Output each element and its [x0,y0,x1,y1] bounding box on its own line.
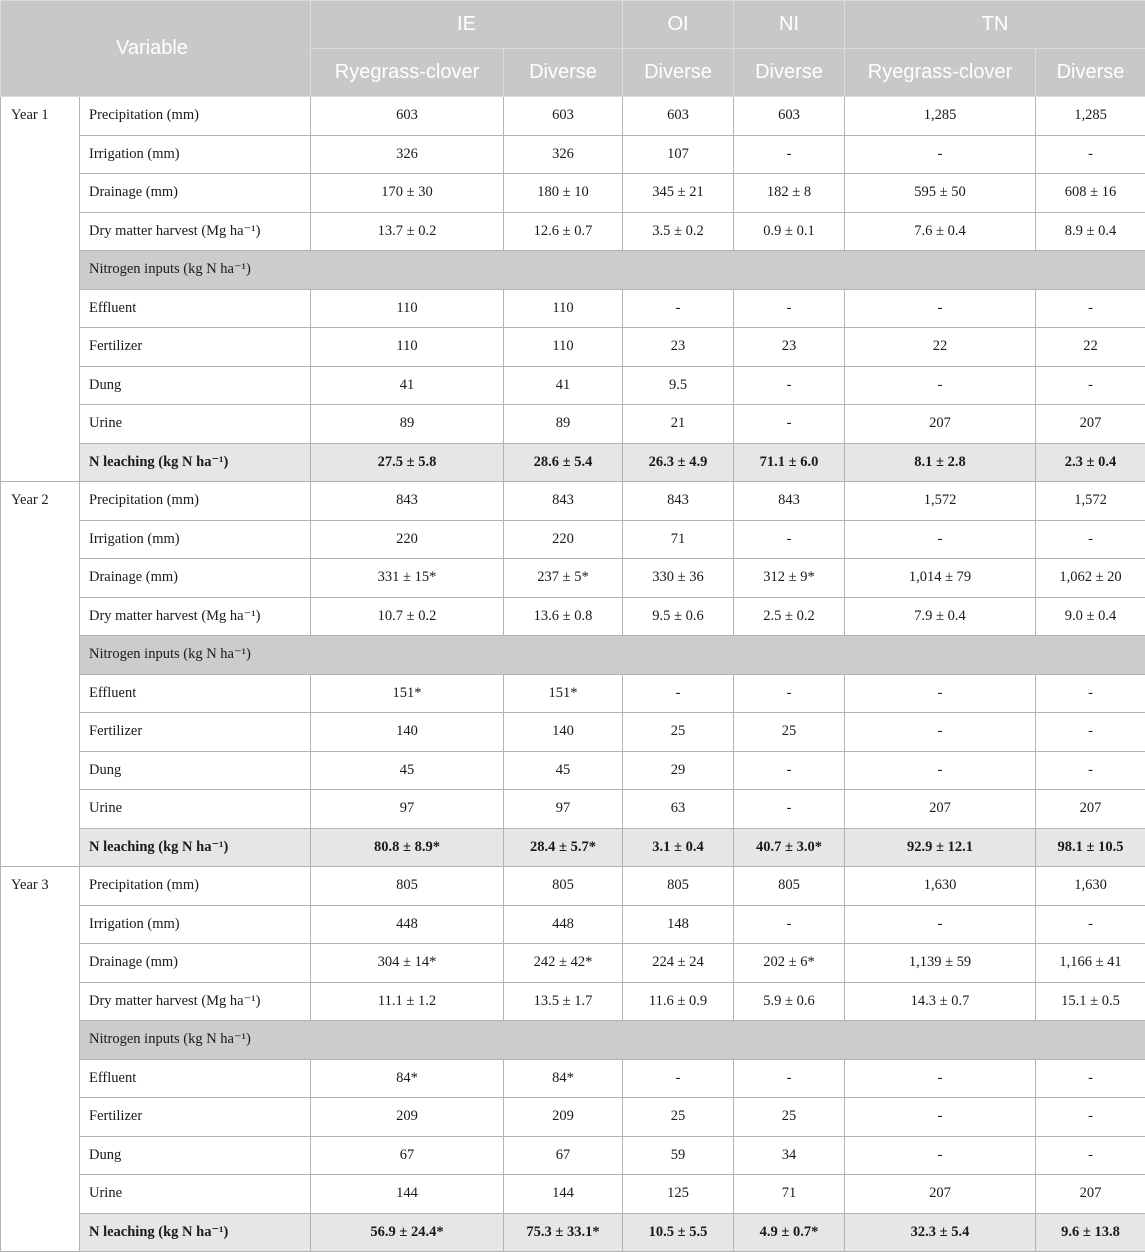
table-cell: 56.9 ± 24.4* [311,1213,504,1252]
table-cell: - [845,366,1036,405]
table-cell: 13.5 ± 1.7 [504,982,623,1021]
table-header [1,1,1145,97]
group-header-ie: IE [311,1,623,49]
table-cell: - [734,674,845,713]
n-leaching-row [1,1213,1145,1252]
table-cell: 1,630 [1036,867,1145,906]
table-cell: 34 [734,1136,845,1175]
table-cell: 207 [845,790,1036,829]
row-label: Effluent [80,674,311,713]
table-cell: 202 ± 6* [734,944,845,983]
table-cell: 59 [623,1136,734,1175]
table-cell: 84* [504,1059,623,1098]
table-row [1,713,1145,752]
table-cell: - [734,790,845,829]
table-cell: - [1036,674,1145,713]
subheader-ie-ryegrass-clover: Ryegrass-clover [311,49,504,97]
variable-header: Variable [1,1,311,97]
table-cell: 207 [845,1175,1036,1214]
table-cell: 12.6 ± 0.7 [504,212,623,251]
table-cell: 170 ± 30 [311,174,504,213]
table-cell: 207 [1036,405,1145,444]
year-label: Year 2 [1,482,80,867]
table-cell: 29 [623,751,734,790]
table-cell: 144 [504,1175,623,1214]
table-cell: - [845,1136,1036,1175]
row-label: Drainage (mm) [80,559,311,598]
table-cell: 805 [734,867,845,906]
table-cell: 28.6 ± 5.4 [504,443,623,482]
section-label: Nitrogen inputs (kg N ha⁻¹) [80,251,1145,290]
table-cell: 63 [623,790,734,829]
table-cell: 148 [623,905,734,944]
section-row [1,1021,1145,1060]
n-leaching-row [1,443,1145,482]
table-cell: 25 [734,1098,845,1137]
subheader-tn-diverse: Diverse [1036,49,1145,97]
table-row [1,1059,1145,1098]
table-cell: 98.1 ± 10.5 [1036,828,1145,867]
section-row [1,636,1145,675]
table-cell: 23 [734,328,845,367]
row-label: Precipitation (mm) [80,482,311,521]
subheader-oi-diverse: Diverse [623,49,734,97]
table-cell: 40.7 ± 3.0* [734,828,845,867]
row-label: Dry matter harvest (Mg ha⁻¹) [80,597,311,636]
table-cell: 23 [623,328,734,367]
table-row [1,905,1145,944]
subheader-tn-ryegrass-clover: Ryegrass-clover [845,49,1036,97]
table-cell: 843 [734,482,845,521]
table-cell: 8.9 ± 0.4 [1036,212,1145,251]
table-cell: 1,572 [845,482,1036,521]
table-cell: 331 ± 15* [311,559,504,598]
row-label: Dung [80,1136,311,1175]
table-cell: - [845,289,1036,328]
table-cell: - [734,520,845,559]
row-label: Precipitation (mm) [80,867,311,906]
table-cell: - [1036,1136,1145,1175]
table-cell: 75.3 ± 33.1* [504,1213,623,1252]
table-cell: 41 [504,366,623,405]
table-cell: 608 ± 16 [1036,174,1145,213]
table-cell: 27.5 ± 5.8 [311,443,504,482]
table-cell: 110 [311,328,504,367]
table-cell: 330 ± 36 [623,559,734,598]
table-row [1,1175,1145,1214]
table-cell: 45 [504,751,623,790]
table-row [1,559,1145,598]
table-row [1,135,1145,174]
table-cell: 326 [504,135,623,174]
table-cell: 25 [623,1098,734,1137]
table-cell: 1,166 ± 41 [1036,944,1145,983]
row-label: Dry matter harvest (Mg ha⁻¹) [80,982,311,1021]
table-cell: 1,062 ± 20 [1036,559,1145,598]
table-cell: 151* [504,674,623,713]
table-cell: 0.9 ± 0.1 [734,212,845,251]
table-cell: 110 [504,289,623,328]
table-cell: 345 ± 21 [623,174,734,213]
table-cell: 140 [504,713,623,752]
table-cell: 448 [311,905,504,944]
table-cell: 125 [623,1175,734,1214]
row-label: Drainage (mm) [80,174,311,213]
table-cell: 67 [504,1136,623,1175]
table-cell: 7.6 ± 0.4 [845,212,1036,251]
row-label: Dung [80,366,311,405]
table-cell: 448 [504,905,623,944]
subheader-ie-diverse: Diverse [504,49,623,97]
table-cell: 603 [734,97,845,136]
table-cell: 80.8 ± 8.9* [311,828,504,867]
table-cell: 26.3 ± 4.9 [623,443,734,482]
table-cell: 603 [504,97,623,136]
table-cell: 180 ± 10 [504,174,623,213]
table-cell: 10.7 ± 0.2 [311,597,504,636]
table-cell: 14.3 ± 0.7 [845,982,1036,1021]
table-cell: 110 [504,328,623,367]
row-label: Irrigation (mm) [80,135,311,174]
table-cell: - [845,751,1036,790]
table-cell: 220 [504,520,623,559]
table-cell: 15.1 ± 0.5 [1036,982,1145,1021]
table-cell: 209 [311,1098,504,1137]
row-label: N leaching (kg N ha⁻¹) [80,443,311,482]
table-cell: - [734,905,845,944]
table-cell: - [845,520,1036,559]
table-cell: 110 [311,289,504,328]
table-cell: - [845,1059,1036,1098]
table-cell: 71 [734,1175,845,1214]
table-cell: 603 [623,97,734,136]
table-cell: - [1036,1098,1145,1137]
table-cell: 207 [1036,790,1145,829]
table-cell: 25 [623,713,734,752]
table-cell: 107 [623,135,734,174]
table-cell: 805 [311,867,504,906]
table-cell: 843 [311,482,504,521]
table-cell: 84* [311,1059,504,1098]
table-cell: 9.5 ± 0.6 [623,597,734,636]
table-cell: - [1036,751,1145,790]
table-cell: - [845,713,1036,752]
table-cell: 5.9 ± 0.6 [734,982,845,1021]
row-label: Effluent [80,1059,311,1098]
table-body [1,97,1145,1252]
table-cell: 89 [504,405,623,444]
table-cell: 45 [311,751,504,790]
table-cell: - [734,366,845,405]
table-row [1,867,1145,906]
table-cell: 209 [504,1098,623,1137]
table-cell: 151* [311,674,504,713]
table-cell: - [1036,905,1145,944]
table-cell: 28.4 ± 5.7* [504,828,623,867]
table-cell: 67 [311,1136,504,1175]
section-label: Nitrogen inputs (kg N ha⁻¹) [80,636,1145,675]
table-cell: 843 [623,482,734,521]
table-row [1,597,1145,636]
table-cell: 9.5 [623,366,734,405]
table-cell: - [734,405,845,444]
table-cell: 97 [311,790,504,829]
row-label: Precipitation (mm) [80,97,311,136]
table-cell: - [845,905,1036,944]
table-cell: 41 [311,366,504,405]
table-row [1,944,1145,983]
table-row [1,289,1145,328]
table-row [1,366,1145,405]
table-cell: 7.9 ± 0.4 [845,597,1036,636]
section-label: Nitrogen inputs (kg N ha⁻¹) [80,1021,1145,1060]
table-cell: 3.1 ± 0.4 [623,828,734,867]
row-label: Fertilizer [80,713,311,752]
table-cell: 220 [311,520,504,559]
row-label: N leaching (kg N ha⁻¹) [80,1213,311,1252]
row-label: Irrigation (mm) [80,520,311,559]
row-label: Urine [80,1175,311,1214]
table-row [1,1136,1145,1175]
table-cell: 25 [734,713,845,752]
table-cell: 2.3 ± 0.4 [1036,443,1145,482]
table-cell: - [1036,1059,1145,1098]
table-cell: 1,014 ± 79 [845,559,1036,598]
table-cell: 237 ± 5* [504,559,623,598]
table-row [1,212,1145,251]
group-header-oi: OI [623,1,734,49]
row-label: Effluent [80,289,311,328]
table-cell: 13.7 ± 0.2 [311,212,504,251]
table-cell: 1,285 [1036,97,1145,136]
table-row [1,674,1145,713]
table-cell: 13.6 ± 0.8 [504,597,623,636]
table-cell: 11.6 ± 0.9 [623,982,734,1021]
table-cell: 1,285 [845,97,1036,136]
row-label: Drainage (mm) [80,944,311,983]
table-cell: 11.1 ± 1.2 [311,982,504,1021]
year-label: Year 1 [1,97,80,482]
table-cell: 71 [623,520,734,559]
table-cell: - [734,751,845,790]
table-cell: 3.5 ± 0.2 [623,212,734,251]
header-row-groups [1,1,1145,49]
table-cell: 1,139 ± 59 [845,944,1036,983]
row-label: Dung [80,751,311,790]
table-cell: 224 ± 24 [623,944,734,983]
table-row [1,520,1145,559]
group-header-ni: NI [734,1,845,49]
row-label: Irrigation (mm) [80,905,311,944]
table-cell: 10.5 ± 5.5 [623,1213,734,1252]
table-cell: 9.0 ± 0.4 [1036,597,1145,636]
table-cell: 89 [311,405,504,444]
table-cell: 8.1 ± 2.8 [845,443,1036,482]
section-row [1,251,1145,290]
table-cell: 22 [1036,328,1145,367]
table-cell: 242 ± 42* [504,944,623,983]
row-label: Fertilizer [80,328,311,367]
table-cell: 71.1 ± 6.0 [734,443,845,482]
table-cell: - [1036,135,1145,174]
table-row [1,482,1145,521]
table-cell: 144 [311,1175,504,1214]
row-label: Urine [80,405,311,444]
table-cell: - [1036,366,1145,405]
row-label: Dry matter harvest (Mg ha⁻¹) [80,212,311,251]
table-cell: - [845,1098,1036,1137]
row-label: Urine [80,790,311,829]
table-cell: 1,572 [1036,482,1145,521]
table-cell: 207 [1036,1175,1145,1214]
table-row [1,982,1145,1021]
table-row [1,790,1145,829]
table-cell: 97 [504,790,623,829]
table-cell: - [734,135,845,174]
table-row [1,328,1145,367]
table-cell: 21 [623,405,734,444]
table-cell: 2.5 ± 0.2 [734,597,845,636]
table-cell: 4.9 ± 0.7* [734,1213,845,1252]
table-cell: - [623,289,734,328]
year-label: Year 3 [1,867,80,1252]
table-cell: 32.3 ± 5.4 [845,1213,1036,1252]
table-cell: - [845,674,1036,713]
table-cell: - [1036,289,1145,328]
table-cell: - [1036,520,1145,559]
table-cell: 843 [504,482,623,521]
table-cell: 182 ± 8 [734,174,845,213]
subheader-ni-diverse: Diverse [734,49,845,97]
table-cell: 326 [311,135,504,174]
table-row [1,174,1145,213]
table-cell: 595 ± 50 [845,174,1036,213]
table-cell: 603 [311,97,504,136]
table-cell: - [734,1059,845,1098]
table-cell: 312 ± 9* [734,559,845,598]
table-cell: 207 [845,405,1036,444]
table-row [1,97,1145,136]
table-cell: - [623,674,734,713]
n-leaching-row [1,828,1145,867]
row-label: Fertilizer [80,1098,311,1137]
row-label: N leaching (kg N ha⁻¹) [80,828,311,867]
table-row [1,1098,1145,1137]
table-cell: - [734,289,845,328]
table-row [1,751,1145,790]
table-cell: 140 [311,713,504,752]
table-cell: - [1036,713,1145,752]
table-cell: 805 [504,867,623,906]
table-cell: 9.6 ± 13.8 [1036,1213,1145,1252]
table-cell: 304 ± 14* [311,944,504,983]
table-cell: 92.9 ± 12.1 [845,828,1036,867]
table-cell: 1,630 [845,867,1036,906]
table-row [1,405,1145,444]
table-cell: - [623,1059,734,1098]
table-cell: - [845,135,1036,174]
table-cell: 22 [845,328,1036,367]
table-cell: 805 [623,867,734,906]
group-header-tn: TN [845,1,1145,49]
